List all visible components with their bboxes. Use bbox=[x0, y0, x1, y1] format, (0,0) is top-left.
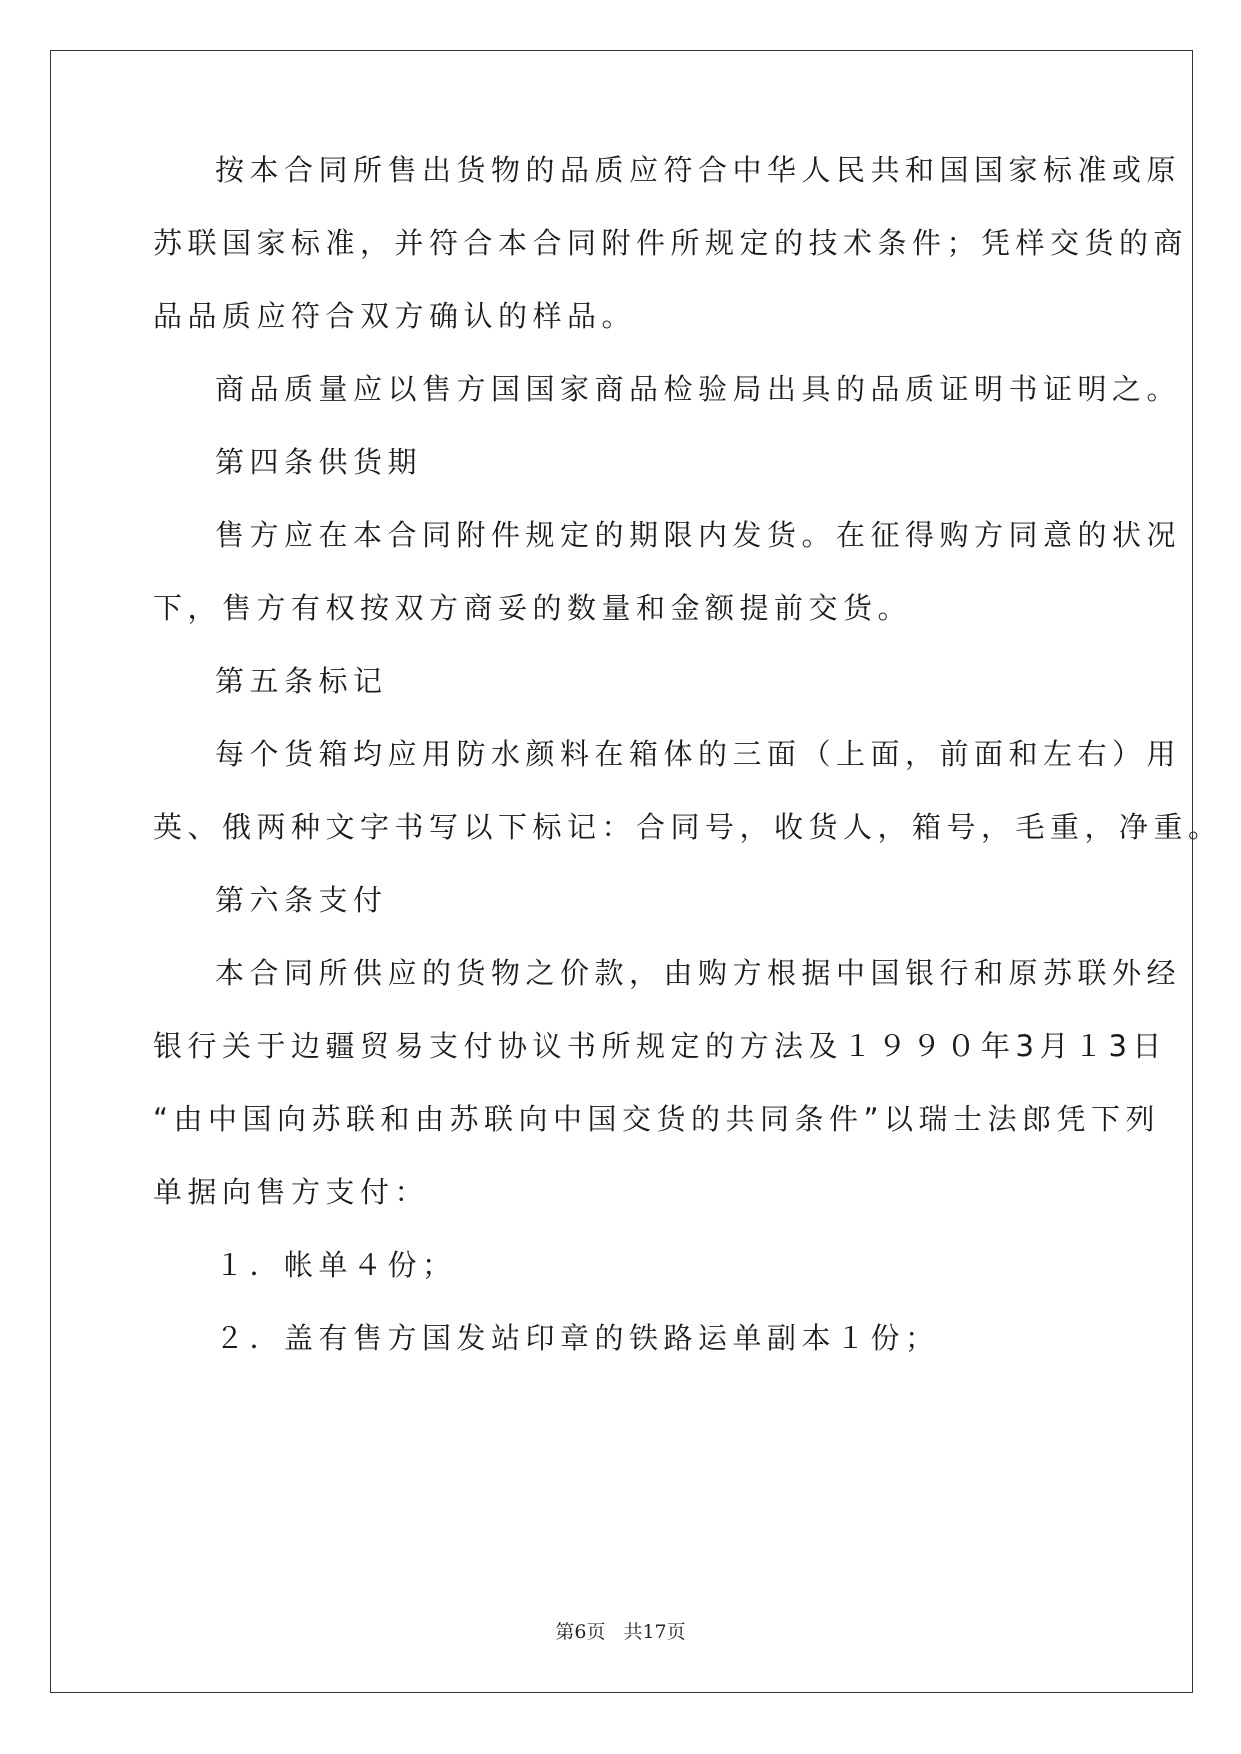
paragraph-line: 苏联国家标准，并符合本合同附件所规定的技术条件；凭样交货的商 bbox=[153, 226, 1189, 260]
page-number: 第6页 bbox=[555, 1621, 606, 1643]
paragraph-line: 每个货箱均应用防水颜料在箱体的三面（上面，前面和左右）用 bbox=[215, 737, 1182, 771]
section-heading: 第六条支付 bbox=[215, 883, 388, 917]
paragraph-line: 本合同所供应的货物之价款，由购方根据中国银行和原苏联外经 bbox=[215, 956, 1182, 990]
paragraph-line: 商品质量应以售方国国家商品检验局出具的品质证明书证明之。 bbox=[215, 372, 1182, 406]
paragraph-line: 品品质应符合双方确认的样品。 bbox=[153, 299, 637, 333]
paragraph-line: 售方应在本合同附件规定的期限内发货。在征得购方同意的状况 bbox=[215, 518, 1182, 552]
paragraph-line: 按本合同所售出货物的品质应符合中华人民共和国国家标准或原 bbox=[215, 153, 1182, 187]
paragraph-line: 银行关于边疆贸易支付协议书所规定的方法及１９９０年3月１3日 bbox=[153, 1029, 1167, 1063]
page-total: 共17页 bbox=[623, 1621, 686, 1643]
section-heading: 第五条标记 bbox=[215, 664, 388, 698]
list-item: ２．盖有售方国发站印章的铁路运单副本１份； bbox=[215, 1321, 940, 1355]
list-item: １．帐单４份； bbox=[215, 1248, 457, 1282]
paragraph-line: “由中国向苏联和由苏联向中国交货的共同条件”以瑞士法郎凭下列 bbox=[153, 1102, 1161, 1136]
paragraph-line: 英、俄两种文字书写以下标记：合同号，收货人，箱号，毛重，净重。 bbox=[153, 810, 1223, 844]
paragraph-line: 单据向售方支付： bbox=[153, 1175, 430, 1209]
page-footer bbox=[0, 1620, 1241, 1644]
section-heading: 第四条供货期 bbox=[215, 445, 423, 479]
paragraph-line: 下，售方有权按双方商妥的数量和金额提前交货。 bbox=[153, 591, 913, 625]
